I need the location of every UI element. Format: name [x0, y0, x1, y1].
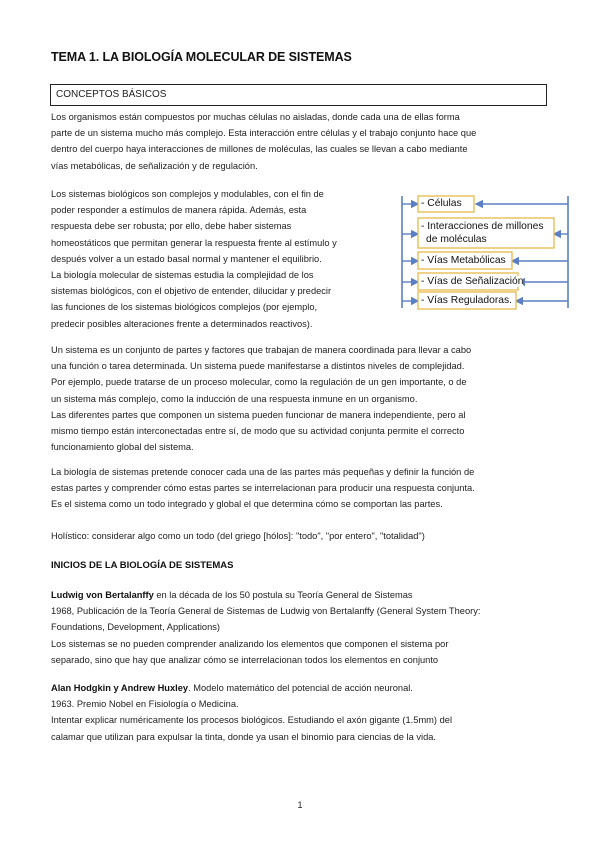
- text-line: estas partes y comprender cómo estas partes se interrelacionan para producir una respuesta conjunta.: [51, 483, 475, 494]
- paragraph-systems-biology: [51, 464, 475, 513]
- author-name-bertalanffy: Ludwig von Bertalanffy: [51, 590, 154, 600]
- diagram-label-signaling: - Vías de Señalización: [421, 276, 524, 287]
- paragraph-system-definition: [51, 342, 471, 455]
- paragraph-hodgkin-huxley: [51, 680, 452, 745]
- text-line: después volver a un estado basal normal y mantener el equilibrio.: [51, 253, 322, 264]
- text-line: separado, sino que hay que analizar cómo se interrelacionan todos los elementos en conjunto: [51, 654, 439, 665]
- hierarchy-diagram: [396, 190, 580, 320]
- diagram-label-regulatory: - Vías Reguladoras.: [421, 295, 513, 306]
- text-line: 1963. Premio Nobel en Fisiología o Medicina.: [51, 699, 239, 710]
- diagram-label-molecules: de moléculas: [426, 234, 487, 245]
- diagram-boxes: [418, 196, 554, 309]
- text-line: sistemas biológicos, con el objetivo de entender, dilucidar y predecir: [51, 286, 332, 297]
- text-line: Las diferentes partes que componen un sistema pueden funcionar de manera independiente, pero al: [51, 409, 466, 420]
- text-line: La biología de sistemas pretende conocer cada una de las partes más pequeñas y definir la función de: [51, 467, 475, 477]
- text-line: 1968, Publicación de la Teoría General de Sistemas de Ludwig von Bertalanffy (General System Theory:: [51, 606, 481, 617]
- text-line: las funciones de los sistemas biológicos complejos (por ejemplo,: [51, 302, 318, 313]
- text-line: Los sistemas se no pueden comprender analizando los elementos que componen el sistema por: [51, 638, 449, 649]
- text-line: predecir posibles alteraciones frente a determinados reactivos).: [51, 318, 313, 329]
- paragraph-bertalanffy: [51, 587, 480, 668]
- text-line: Es el sistema como un todo integrado y global el que determina cómo se comportan las partes.: [51, 499, 443, 510]
- text-line: homeostáticos que permitan generar la respuesta frente al estímulo y: [51, 237, 337, 248]
- diagram-label-cells: - Células: [421, 198, 462, 209]
- text-line: Foundations, Development, Applications): [51, 622, 220, 633]
- text-line: una función o tarea determinada. Un sistema puede manifestarse a distintos niveles de complejidad.: [51, 361, 465, 372]
- diagram-label-interactions: - Interacciones de millones: [421, 221, 544, 232]
- text-line: Por ejemplo, puede tratarse de un proceso molecular, como la regulación de un gen importante, o de: [51, 377, 467, 388]
- text-line: funcionamiento global del sistema.: [51, 442, 194, 453]
- diagram-label-metabolic: - Vías Metabólicas: [421, 255, 506, 266]
- text-line: [51, 680, 452, 696]
- text-line: parte de un sistema mucho más complejo. Esta interacción entre células y el trabajo conjunto hace que: [51, 128, 477, 139]
- text-line: vías metabólicas, de señalización y de regulación.: [51, 160, 258, 171]
- text-line: Intentar explicar numéricamente los procesos biológicos. Estudiando el axón gigante (1.5mm) del: [51, 715, 453, 726]
- page-title: TEMA 1. LA BIOLOGÍA MOLECULAR DE SISTEMAS: [51, 50, 352, 64]
- page-number: 1: [297, 800, 303, 810]
- text-line: [51, 587, 480, 603]
- paragraph-organisms: [51, 109, 476, 174]
- text-line: un sistema más complejo, como la inducción de una respuesta inmune en un organismo.: [51, 393, 418, 404]
- paragraph-complex-systems: [51, 186, 337, 332]
- text-line: Holístico: considerar algo como un todo (del griego [hólos]: "todo", "por entero", "totalidad"): [51, 531, 425, 541]
- text-line: dentro del cuerpo haya interacciones de millones de moléculas, las cuales se llevan a cabo mediante: [51, 144, 468, 155]
- section-header-label: CONCEPTOS BÁSICOS: [56, 89, 167, 100]
- section-header-box: [50, 84, 547, 106]
- text-line: Un sistema es un conjunto de partes y factores que trabajan de manera coordinada para llevar a cabo: [51, 345, 472, 355]
- heading-inicios: INICIOS DE LA BIOLOGÍA DE SISTEMAS: [51, 560, 234, 571]
- author-name-hodgkin-huxley: Alan Hodgkin y Andrew Huxley: [51, 683, 189, 693]
- text-line: Los sistemas biológicos son complejos y modulables, con el fin de: [51, 189, 324, 199]
- text-line: calamar que utilizan para expulsar la tinta, donde ya usan el binomio para ciencias de la vida.: [51, 731, 437, 742]
- text-line: mismo tiempo están interconectadas entre sí, de modo que su actividad conjunta permite el correcto: [51, 426, 465, 437]
- text-line: poder responder a estímulos de manera rápida. Además, esta: [51, 205, 307, 216]
- paragraph-holistic: [51, 528, 425, 544]
- text-line: respuesta debe ser robusta; por ello, debe haber sistemas: [51, 221, 292, 232]
- text-line: Los organismos están compuestos por muchas células no aisladas, donde cada una de ellas forma: [51, 112, 460, 122]
- text-fragment: en la década de los 50 postula su Teoría General de Sistemas: [153, 590, 413, 600]
- text-line: La biología molecular de sistemas estudia la complejidad de los: [51, 270, 314, 281]
- text-fragment: . Modelo matemático del potencial de acción neuronal.: [188, 683, 413, 693]
